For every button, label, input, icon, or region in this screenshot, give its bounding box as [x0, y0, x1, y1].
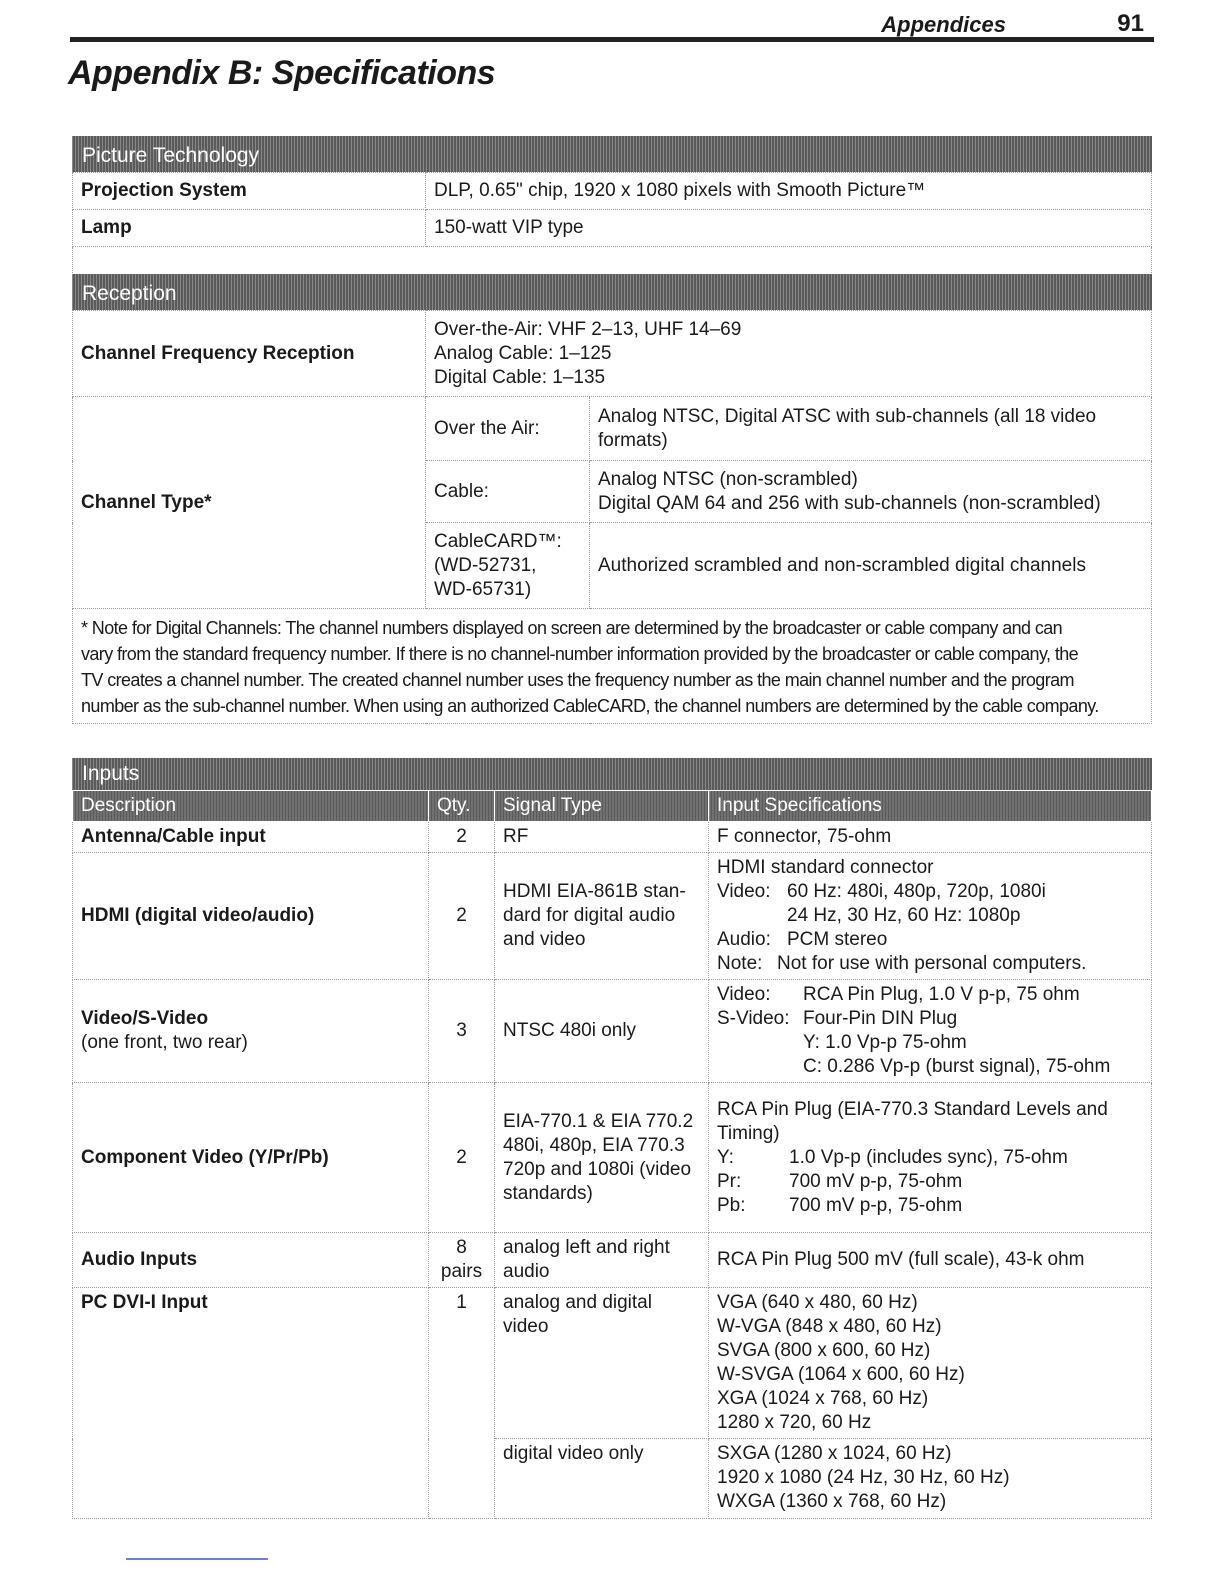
input-description: Component Video (Y/Pr/Pb)	[73, 1083, 429, 1233]
spec-val	[787, 880, 1143, 928]
input-signal: NTSC 480i only	[495, 980, 709, 1083]
mode-line: SVGA (800 x 600, 60 Hz)	[717, 1340, 931, 1361]
mode-line: XGA (1024 x 768, 60 Hz)	[717, 1388, 929, 1409]
input-signal: digital video only	[495, 1439, 709, 1519]
spec-val	[803, 1007, 1143, 1079]
signal-line: dard for digital audio	[503, 905, 676, 926]
column-header-signal-type: Signal Type	[495, 791, 709, 822]
qty-line: pairs	[440, 1261, 483, 1282]
freq-values	[426, 311, 1152, 397]
spec-label: Lamp	[73, 210, 426, 247]
channel-type-key	[426, 523, 590, 609]
spec-entry	[717, 928, 1143, 952]
spec-entry	[717, 983, 1143, 1007]
channel-type-key: Over the Air:	[426, 397, 590, 461]
spec-value: 150-watt VIP type	[426, 210, 1152, 247]
input-spec	[709, 1288, 1152, 1439]
signal-line: analog left and right	[503, 1237, 670, 1258]
spec-label: Channel Type*	[73, 397, 426, 609]
input-signal	[495, 1288, 709, 1439]
spec-line: Four-Pin DIN Plug	[803, 1008, 958, 1029]
column-header-input-specifications: Input Specifications	[709, 791, 1152, 822]
footnote-row	[73, 609, 1152, 724]
spec-entry	[717, 880, 1143, 928]
mode-line: WXGA (1360 x 768, 60 Hz)	[717, 1491, 947, 1512]
inputs-table	[72, 790, 1152, 1519]
input-description: Antenna/Cable input	[73, 822, 429, 853]
input-signal	[495, 1083, 709, 1233]
freq-line: Over-the-Air: VHF 2–13, UHF 14–69	[434, 318, 742, 340]
table-row	[73, 980, 1152, 1083]
column-header-description: Description	[73, 791, 429, 822]
mode-line: W-VGA (848 x 480, 60 Hz)	[717, 1316, 942, 1337]
column-header-qty: Qty.	[429, 791, 495, 822]
signal-line: 480i, 480p, EIA 770.3	[503, 1134, 685, 1156]
table-row	[73, 311, 1152, 397]
spec-line: RCA Pin Plug (EIA-770.3 Standard Levels and Timing)	[717, 1098, 1108, 1144]
inputs-section	[72, 758, 1152, 1519]
spacer-row	[73, 247, 1152, 275]
channel-type-value: Analog NTSC, Digital ATSC with sub-channels (all 18 video formats)	[590, 397, 1152, 461]
input-description: HDMI (digital video/audio)	[73, 853, 429, 980]
running-header-section: Appendices	[881, 12, 1006, 37]
spec-key: Y:	[717, 1146, 734, 1168]
qty-line: 8	[456, 1237, 467, 1258]
spec-key: Note:	[717, 953, 763, 974]
header-rule	[70, 37, 1154, 42]
footnote-line: * Note for Digital Channels: The channel numbers displayed on screen are determined by the broadcaster or cable company and can	[81, 618, 1063, 638]
footnote-line: TV creates a channel number. The created channel number uses the frequency number as the main channel number and the program	[81, 670, 1074, 690]
input-signal	[495, 1233, 709, 1288]
spec-line: 60 Hz: 480i, 480p, 720p, 1080i	[787, 881, 1046, 902]
table-row	[73, 173, 1152, 210]
table-row	[73, 397, 1152, 461]
signal-line: standards)	[503, 1182, 593, 1204]
signal-line: analog and digital	[503, 1292, 652, 1313]
picture-technology-table	[72, 172, 1152, 275]
signal-line: video	[503, 1316, 549, 1337]
channel-type-line: Digital QAM 64 and 256 with sub-channels (non-scrambled)	[598, 492, 1101, 514]
channel-type-key-line: (WD-52731,	[434, 554, 537, 576]
spec-value: DLP, 0.65" chip, 1920 x 1080 pixels with Smooth Picture™	[426, 173, 1152, 210]
input-spec	[709, 1439, 1152, 1519]
table-row	[73, 1288, 1152, 1439]
mode-line: VGA (640 x 480, 60 Hz)	[717, 1292, 918, 1313]
spec-label: Channel Frequency Reception	[73, 311, 426, 397]
signal-line: audio	[503, 1261, 550, 1282]
picture-technology-band: Picture Technology	[72, 136, 1152, 172]
channel-type-line: Analog NTSC (non-scrambled)	[598, 468, 858, 490]
signal-line: and video	[503, 929, 586, 950]
channel-type-key-line: CableCARD™:	[434, 530, 562, 552]
input-spec	[709, 1083, 1152, 1233]
input-spec: RCA Pin Plug 500 mV (full scale), 43-k ohm	[709, 1233, 1152, 1288]
reception-band: Reception	[72, 274, 1152, 310]
spec-line: 24 Hz, 30 Hz, 60 Hz: 1080p	[787, 905, 1021, 926]
spec-val: RCA Pin Plug, 1.0 V p-p, 75 ohm	[803, 984, 1080, 1005]
mode-line: 1920 x 1080 (24 Hz, 30 Hz, 60 Hz)	[717, 1467, 1010, 1488]
spacer-cell	[73, 247, 1152, 275]
input-signal	[495, 853, 709, 980]
freq-line: Analog Cable: 1–125	[434, 342, 612, 364]
page-title: Appendix B: Specifications	[68, 54, 496, 92]
reception-section	[72, 274, 1152, 724]
page-number: 91	[1117, 10, 1144, 37]
spec-val: 700 mV p-p, 75-ohm	[789, 1170, 963, 1192]
spec-entry	[717, 1146, 1143, 1170]
input-qty	[429, 1233, 495, 1288]
reception-table	[72, 310, 1152, 724]
footnote	[73, 609, 1152, 724]
spec-entry	[717, 1170, 1143, 1194]
spec-key: Pb:	[717, 1194, 746, 1216]
table-row	[73, 853, 1152, 980]
channel-type-value: Authorized scrambled and non-scrambled digital channels	[590, 523, 1152, 609]
picture-technology-section	[72, 136, 1152, 275]
input-description	[73, 980, 429, 1083]
channel-type-key: Cable:	[426, 461, 590, 523]
mode-line: 1280 x 720, 60 Hz	[717, 1412, 872, 1433]
input-spec	[709, 980, 1152, 1083]
signal-line: 720p and 1080i (video	[503, 1158, 692, 1180]
spec-val: PCM stereo	[787, 929, 888, 950]
spec-entry	[717, 1007, 1143, 1079]
input-description-note: (one front, two rear)	[81, 1032, 248, 1053]
input-qty: 2	[429, 1083, 495, 1233]
footnote-line: vary from the standard frequency number. If there is no channel-number information provided by the broadcaster or cable company, the	[81, 644, 1079, 664]
table-row	[73, 210, 1152, 247]
input-signal: RF	[495, 822, 709, 853]
input-spec: F connector, 75-ohm	[709, 822, 1152, 853]
input-qty: 2	[429, 822, 495, 853]
page-header	[70, 8, 1154, 36]
spec-line: Y: 1.0 Vp-p 75-ohm	[803, 1032, 967, 1053]
mode-line: W-SVGA (1064 x 600, 60 Hz)	[717, 1364, 965, 1385]
signal-line: EIA-770.1 & EIA 770.2	[503, 1110, 694, 1132]
input-description: PC DVI-I Input	[73, 1288, 429, 1519]
inputs-header-row	[73, 791, 1152, 822]
table-row	[73, 1083, 1152, 1233]
channel-type-value	[590, 461, 1152, 523]
spec-line: HDMI standard connector	[717, 857, 934, 878]
table-row	[73, 822, 1152, 853]
spec-entry	[717, 952, 1143, 976]
channel-type-key-line: WD-65731)	[434, 578, 532, 600]
spec-key: Audio:	[717, 929, 771, 950]
footer-rule	[126, 1558, 268, 1560]
spec-entry	[717, 1194, 1143, 1218]
freq-line: Digital Cable: 1–135	[434, 366, 606, 388]
spec-key: S-Video:	[717, 1008, 790, 1029]
spec-label: Projection System	[73, 173, 426, 210]
footnote-line: number as the sub-channel number. When using an authorized CableCARD, the channel numbers are determined by the cable company.	[81, 696, 1099, 716]
input-spec	[709, 853, 1152, 980]
spec-val: Not for use with personal computers.	[777, 953, 1087, 974]
spec-val: 1.0 Vp-p (includes sync), 75-ohm	[789, 1146, 1068, 1168]
inputs-band: Inputs	[72, 758, 1152, 790]
input-description-title: Video/S-Video	[81, 1008, 209, 1029]
table-row	[73, 1233, 1152, 1288]
mode-line: SXGA (1280 x 1024, 60 Hz)	[717, 1443, 952, 1464]
spec-val: 700 mV p-p, 75-ohm	[789, 1194, 963, 1216]
spec-line: C: 0.286 Vp-p (burst signal), 75-ohm	[803, 1056, 1111, 1077]
spec-key: Video:	[717, 881, 771, 902]
input-qty: 2	[429, 853, 495, 980]
spec-key: Pr:	[717, 1170, 742, 1192]
signal-line: HDMI EIA-861B stan-	[503, 881, 686, 902]
input-qty: 1	[429, 1288, 495, 1519]
input-qty: 3	[429, 980, 495, 1083]
input-description: Audio Inputs	[73, 1233, 429, 1288]
spec-key: Video:	[717, 984, 771, 1005]
